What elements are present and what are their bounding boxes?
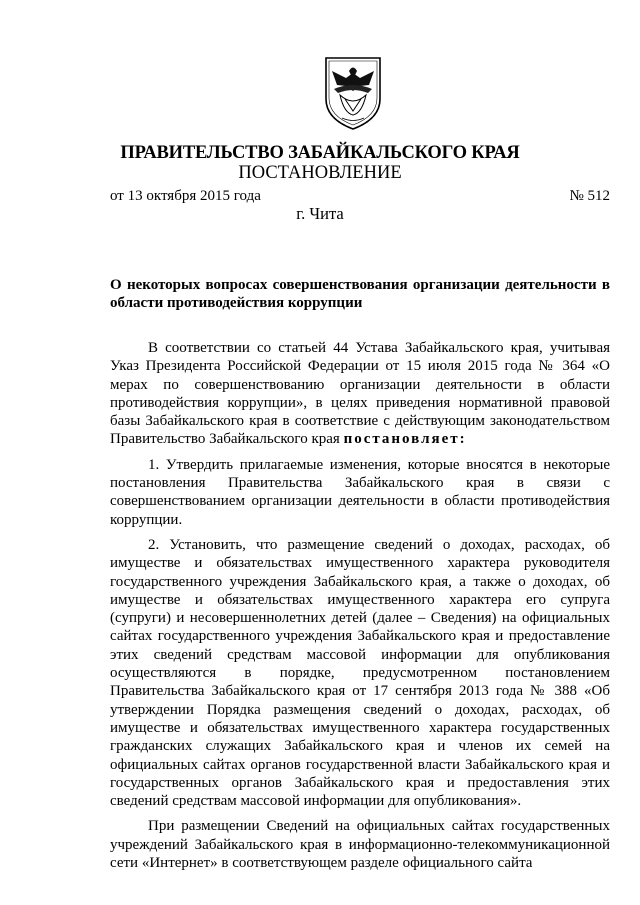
paragraph-1: 1. Утвердить прилагаемые изменения, которые вносятся в некоторые постановления Правительства Забайкальского края в связи с совершенствованием организации деятельности в области противодействия коррупции.: [110, 456, 610, 528]
resolves-keyword: постановляет:: [343, 431, 467, 448]
paragraph-3: При размещении Сведений на официальных сайтах государственных учреждений Забайкальского края в информационно-телекоммуникационной сети «Интернет» в соответствующем разделе официального сайта: [110, 818, 610, 872]
document-subject: О некоторых вопросах совершенствования организации деятельности в области противодействия коррупции: [110, 277, 610, 311]
organization-name: ПРАВИТЕЛЬСТВО ЗАБАЙКАЛЬСКОГО КРАЯ: [120, 143, 520, 163]
coat-of-arms-icon: [322, 55, 384, 131]
paragraph-2: 2. Установить, что размещение сведений о доходах, расходах, об имуществе и обязательствах имущественного характера руководителя государственного учреждения Забайкальского края, а также о доходах, об имуществе и обязательствах имущественного характера его супруга (супруги) и несовершеннолетних детей (далее – Сведения) на официальных сайтах государственного учреждения Забайкальского края и предоставление этих сведений средствам массовой информации для опубликования осуществляются в порядке, предусмотренном постановлением Правительства Забайкальского края от 17 сентября 2013 года № 388 «Об утверждении Порядка размещения сведений о доходах, расходах, об имуществе и обязательствах имущественного характера государственных гражданских служащих Забайкальского края и членов их семей на официальных сайтах органов государственной власти Забайкальского края и государственных органов Забайкальского края и предоставления этих сведений средствам массовой информации для опубликования».: [110, 536, 610, 810]
document-date: от 13 октября 2015 года: [110, 188, 261, 204]
document-number: № 512: [569, 188, 610, 204]
paragraph-preamble: [110, 339, 610, 449]
document-body: [110, 339, 610, 872]
document-type: ПОСТАНОВЛЕНИЕ: [238, 163, 402, 183]
preamble-text: В соответствии со статьей 44 Устава Забайкальского края, учитывая Указ Президента Российской Федерации от 15 июля 2015 года № 364 «О мерах по совершенствованию организации деятельности в области противодействия коррупции», в целях приведения нормативной правовой базы Забайкальского края в соответствие с действующим законодательством Правительство Забайкальского края: [110, 340, 610, 448]
document-city: г. Чита: [296, 204, 344, 223]
